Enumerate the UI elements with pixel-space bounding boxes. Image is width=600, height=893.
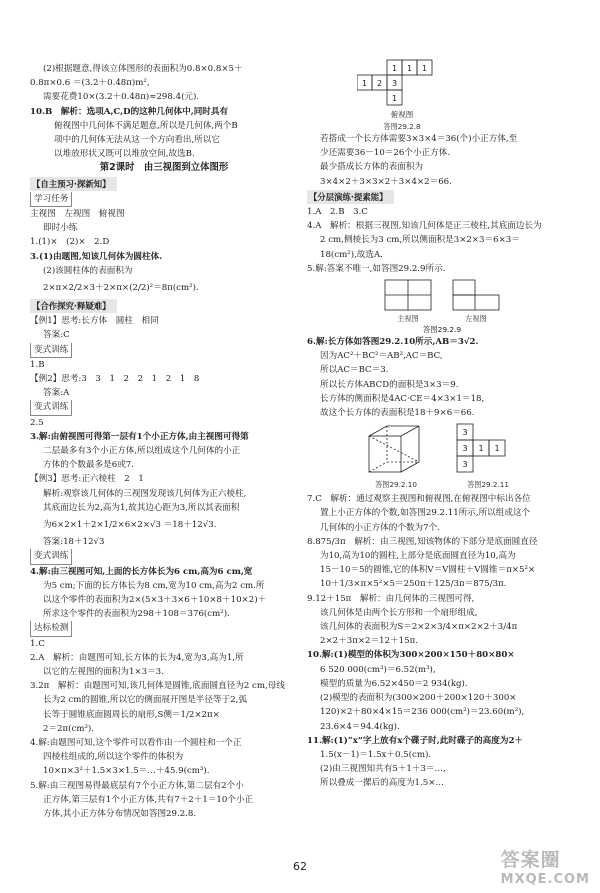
section-header-fenceng: 【分层演练·提素能】 (307, 190, 394, 204)
text-line: 模型的质量为6.52×450＝2 934(kg). (320, 678, 468, 689)
text-line: 9.12＋15π 解析：由几何体的三视图可得, (307, 593, 475, 604)
text-line: 6 520 000(cm³)＝6.52(m³), (320, 664, 436, 675)
text-line: 1.A 2.B 3.C (307, 207, 368, 218)
text-line: 10.B 解析：选项A,C,D的这种几何体中,同时具有 (30, 106, 229, 117)
text-line: 3.解:由俯视图可得第一层有1个小正方体,由主视图可得第 (30, 431, 249, 442)
grid-cell: 3 (391, 79, 398, 88)
text-line: 10.解:(1)模型的体积为300×200×150＋80×80× (307, 650, 515, 661)
text-line: 0.8π×0.6 ＝(3.2＋0.48π)m², (30, 78, 150, 89)
text-line: 23.6×4＝94.4(kg). (320, 721, 400, 732)
grid-cell: 3 (462, 444, 468, 454)
figure-29-2-9 (307, 278, 577, 324)
grid-cell: 1 (361, 79, 368, 88)
text-line: 所以叠成一摞后的高度为1.5×… (320, 778, 444, 789)
text-line: 7.C 解析：通过观察主视图和俯视图,在俯视图中标出各位 (307, 494, 531, 505)
text-line: 2.5 (30, 417, 44, 428)
watermark-logo (501, 845, 590, 887)
lesson-title: 第2课时 由三视图到立体图形 (99, 162, 229, 174)
text-line: 长方体的侧面积是4AC·CE＝4×3×1＝18, (320, 393, 485, 404)
text-line: 【例2】思考:3 3 1 2 2 1 2 1 8 (30, 374, 200, 385)
text-line: 1.5(x－1)＝1.5x＋0.5(cm). (320, 749, 432, 760)
text-line: (2)由三视图知共有5＋1＋3＝…, (320, 764, 446, 775)
figure-29-2-10 (363, 422, 429, 490)
text-line: 答案:A (43, 388, 70, 399)
text-line: 方体,其小正方体分布情况如答图29.2.8. (43, 808, 197, 819)
text-line: 答案:C (43, 330, 70, 341)
left-view-diagram (451, 278, 501, 312)
text-line: 解析:观察该几何体的三视图发现该几何体为正六棱柱, (43, 488, 247, 499)
text-line: 4.A 解析：根据三视图,知该几何体是正三棱柱,其底面边长为 (307, 221, 542, 232)
figure-caption: 答图29.2.8 (383, 122, 421, 131)
formula-line: 2×π×2/2×3＋2×π×(2/2)²＝8π(cm²). (43, 283, 199, 294)
text-line: 该几何体的表面积为S＝2×2×3/4×π×2×2＋3/4π (320, 622, 518, 633)
text-line: 2＝2π(cm²). (43, 723, 95, 734)
text-line: 2 cm,侧棱长为3 cm,所以侧面积是3×2×3＝6×3＝ (320, 235, 520, 246)
grid-cell: 3 (462, 460, 468, 470)
cuboid-diagram (363, 422, 429, 478)
variant-box: 变式训练 (30, 400, 72, 415)
figure-caption: 答图29.2.10 (375, 480, 417, 490)
grid-cell: 1 (391, 64, 398, 73)
text-line: 6.解:长方体如答图29.2.10所示,AB＝3√2. (307, 337, 479, 348)
text-line: 10＋1/3×π×5²×5＝250π＋125/3π＝875/3π. (320, 579, 507, 590)
text-line: 2.A 解析：由题图可知,长方体的长为4,宽为3,高为1,所 (30, 652, 244, 663)
figure-29-2-11 (455, 422, 521, 490)
text-line: 因为AC²＋BC²＝AB²,AC＝BC, (320, 351, 443, 362)
text-line: 即时小练 (43, 223, 78, 234)
text-line: 主视图 左视图 俯视图 (30, 209, 125, 220)
text-line: 120)×2＋80×4×15＝236 000(cm²)＝23.60(m²), (320, 707, 525, 718)
variant-box: 变式训练 (30, 549, 72, 564)
text-line: 10×π×3²＋1.5×3×1.5＝…＋45.9(cm³). (43, 766, 210, 777)
text-line: 以它的左视图的面积为1×3＝3. (43, 666, 164, 677)
text-line: 【例3】思考:正六棱柱 2 1 (30, 474, 144, 485)
text-line: 5.解:由三视图易得最底层有7个小正方体,第二层有2个小 (30, 780, 244, 791)
grid-cell: 2 (376, 79, 383, 88)
figure-caption: 答图29.2.11 (467, 480, 509, 490)
text-line: 二层最多有3个小正方体,所以组成这个几何体的小正 (43, 446, 241, 457)
grid-cell: 1 (391, 94, 398, 103)
text-line: 所以长方体ABCD的面积是3×3＝9. (320, 379, 459, 390)
task-box: 学习任务 (30, 192, 72, 207)
right-column (307, 58, 577, 791)
text-line: 3.2π 解析：由题图可知,该几何体是圆锥,底面圆直径为2 cm,母线 (30, 681, 285, 692)
grid-cell: 1 (406, 64, 413, 73)
text-line: 俯视图中几何体不满足题意,所以是几何体,两个B (54, 120, 238, 131)
text-line: 故这个长方体的表面积是18＋9×6＝66. (320, 408, 475, 419)
watermark-url: MXQE.COM (500, 872, 590, 887)
variant-box: 变式训练 (30, 343, 72, 358)
text-line: 需要花费10×(3.2＋0.48π)≈298.4(元). (43, 92, 200, 103)
grid-cell: 1 (494, 444, 500, 454)
text-line: 项中的几何体无法从这一个方向看出,所以它 (54, 135, 221, 146)
text-line: 所以AC＝BC＝3. (320, 365, 389, 376)
text-line: 11.解:(1)“x”字上放有x个碟子时,此时碟子的高度为2＋ (307, 735, 524, 746)
left-view-figure (451, 278, 501, 324)
text-line: 为10,高为10的圆柱,上部分是底面圆直径为10,高为 (320, 551, 516, 562)
section-header-zizhu: 【自主预习·探新知】 (30, 177, 117, 191)
text-line: 若搭成一个长方体需要3×3×4＝36(个)小正方体,至 (320, 134, 518, 144)
text-line: 置上小正方体的个数,如答图29.2.11所示,所以组成这个 (320, 508, 531, 519)
text-line: 18(cm²),故选A. (320, 249, 383, 260)
text-line: (2)根据题意,得该立体图形的表面积为0.8×0.8×5＋ (43, 64, 243, 74)
figure-29-2-8 (347, 58, 457, 132)
top-view-count-diagram (455, 422, 521, 478)
formula-line: 为6×2×1＋2×1/2×6×2×√3 ＝18＋12√3. (43, 520, 217, 531)
text-line: 15－10＝5的圆锥,它的体积V＝V圆柱＋V圆锥＝π×5²× (320, 565, 536, 576)
text-line: 为5 cm;下面的长方体长为8 cm,宽为10 cm,高为2 cm.所 (43, 580, 265, 591)
text-line: 1.C (30, 638, 45, 649)
text-line: 3×4×2＋3×3×2＋3×4×2＝66. (320, 176, 452, 187)
figures-10-11 (307, 422, 577, 490)
text-line: 方体的个数最多是6或7. (43, 460, 135, 471)
view-label: 主视图 (397, 314, 419, 324)
grid-cell: 1 (421, 64, 428, 73)
text-line: 最少搭成长方体的表面积为 (320, 162, 424, 173)
grid-cell: 1 (478, 444, 484, 454)
text-line: 长等于圆锥底面圆周长的扇形,S侧＝1/2×2π× (43, 709, 220, 720)
dabiao-box: 达标检测 (30, 621, 72, 636)
text-line: 4.解:由题图可知,这个零件可以看作由一个圆柱和一个正 (30, 737, 242, 748)
page-number: 62 (293, 860, 307, 873)
text-line: 该几何体是由两个长方形和一个扇形组成, (320, 607, 478, 618)
text-line: 几何体的小正方体的个数为7个. (320, 522, 440, 533)
text-line: 1.B (30, 359, 45, 370)
grid-cell: 3 (462, 428, 468, 438)
text-line: 正方体,第三层有1个小正方体,共有7＋2＋1＝10个小正 (43, 794, 254, 805)
text-line: (2)模型的表面积为(300×200＋200×120＋300× (320, 693, 517, 704)
left-column (30, 62, 298, 821)
text-line: 答案:18＋12√3 (43, 537, 105, 548)
front-view-figure (383, 278, 433, 324)
text-line: 以这个零件的表面积为2×(5×3＋3×6＋10×8＋10×2)＋ (43, 594, 267, 605)
text-line: 2×2＋3π×2＝12＋15π. (320, 636, 418, 647)
view-label: 左视图 (465, 314, 487, 324)
text-line: 其底面边长为2,高为1,故其边心距为3,所以其表面积 (43, 502, 240, 513)
text-line: 5.解:答案不唯一,如答图29.2.9所示. (307, 263, 446, 274)
figure-caption: 答图29.2.9 (422, 325, 462, 335)
figure-label: 俯视图 (390, 110, 414, 119)
text-line: 所求这个零件的表面积为298＋108＝376(cm²). (43, 609, 230, 620)
top-view-grid-diagram (357, 58, 447, 120)
watermark-text: 答案圈 (500, 849, 561, 871)
text-line: (2)该圆柱体的表面积为 (43, 265, 133, 276)
text-line: 3.(1)由题图,知该几何体为圆柱体. (30, 251, 163, 262)
text-line: 4.解:由三视图可知,上面的长方体长为6 cm,高为6 cm,宽 (30, 566, 253, 577)
text-line: 长为2 cm的圆锥,所以它的侧面展开图是半径等于2,弧 (43, 695, 247, 706)
text-line: 1.(1)× (2)× 2.D (30, 237, 110, 248)
text-line: 【例1】思考:长方体 圆柱 相同 (30, 316, 159, 327)
text-line: 四棱柱组成的,所以这个零件的体积为 (43, 752, 184, 763)
text-line: 以堆放形状又既可以堆放空间,故选B. (54, 149, 195, 160)
front-view-diagram (383, 278, 433, 312)
text-line: 少还需要36－10＝26个小正方体. (320, 148, 451, 159)
text-line: 8.875/3π 解析：由三视图,知该物体的下部分是底面圆直径 (307, 536, 538, 547)
section-header-hezuo: 【合作探究·释疑难】 (30, 299, 117, 313)
